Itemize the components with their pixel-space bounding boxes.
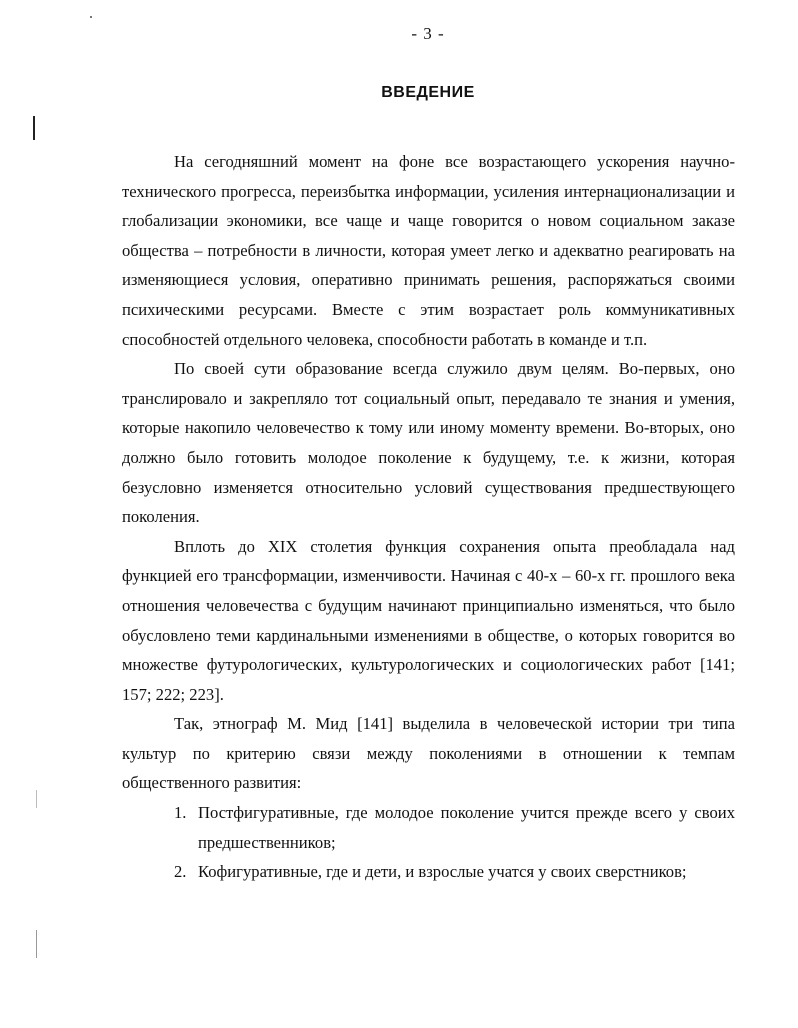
list-item bbox=[122, 798, 735, 857]
scan-margin-mark bbox=[36, 790, 37, 808]
scan-margin-mark bbox=[33, 116, 35, 140]
page-number: - 3 - bbox=[411, 24, 445, 43]
paragraph: По своей сути образование всегда служило двум целям. Во-первых, оно транслировало и закрепляло тот социальный опыт, передавало те знания и умения, которые накопило человечество к тому или иному моменту времени. Во-вторых, оно должно было готовить молодое поколение к будущему, т.е. к жизни, которая безусловно изменяется относительно условий существования предшествующего поколения. bbox=[122, 359, 735, 527]
list-item-text: Кофигуративные, где и дети, и взрослые учатся у своих сверстников; bbox=[198, 862, 687, 882]
section-heading: ВВЕДЕНИЕ bbox=[381, 84, 475, 101]
culture-types-list bbox=[122, 798, 735, 887]
paragraph: На сегодняшний момент на фоне все возрастающего ускорения научно-технического прогресса, переизбытка информации, усиления интернационализации и глобализации экономики, все чаще и чаще говорится о новом социальном заказе общества – потребности в личности, которая умеет легко и адекватно реагировать на изменяющиеся условия, оперативно принимать решения, распоряжаться своими психическими ресурсами. Вместе с этим возрастает роль коммуникативных способностей отдельного человека, способности работать в команде и т.п. bbox=[122, 152, 735, 349]
scan-margin-mark bbox=[36, 930, 37, 958]
list-item-number: 1. bbox=[174, 803, 187, 823]
list-item-text: Постфигуративные, где молодое поколение учится прежде всего у своих предшественников; bbox=[198, 803, 735, 852]
scan-margin-mark bbox=[90, 16, 92, 18]
list-item bbox=[122, 857, 735, 887]
paragraph: Вплоть до XIX столетия функция сохранения опыта преобладала над функцией его трансформации, изменчивости. Начиная с 40-х – 60-х гг. прошлого века отношения человечества с будущим начинают принципиально изменяться, что было обусловлено теми кардинальными изменениями в обществе, о которых говорится во множестве футурологических, культурологических и социологических работ [141; 157; 222; 223]. bbox=[122, 536, 735, 704]
paragraph: Так, этнограф М. Мид [141] выделила в человеческой истории три типа культур по критерию связи между поколениями в отношении к темпам общественного развития: bbox=[122, 714, 735, 793]
list-item-number: 2. bbox=[174, 862, 187, 882]
body-text bbox=[122, 147, 735, 887]
